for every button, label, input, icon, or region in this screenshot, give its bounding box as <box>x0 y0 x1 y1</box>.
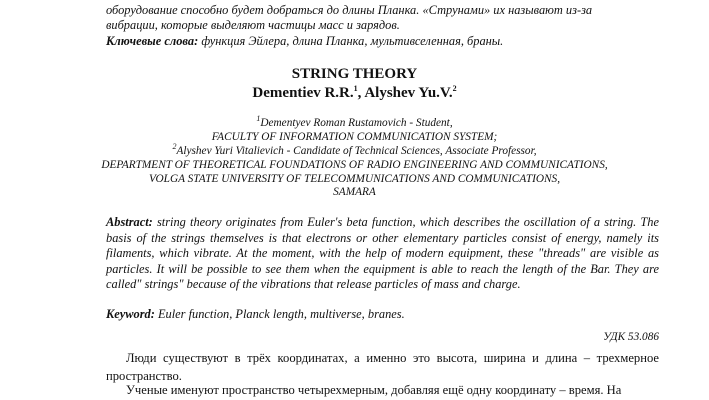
author-separator: , <box>357 85 365 101</box>
russian-abstract-line2: вибрации, которые выделяют частицы масс и зарядов. <box>106 18 400 33</box>
author-2-sup: 2 <box>452 84 457 93</box>
russian-keywords <box>106 34 503 49</box>
russian-abstract-tail <box>106 3 659 34</box>
paper-title: STRING THEORY <box>291 66 418 82</box>
russian-keywords-text: функция Эйлера, длина Планка, мультивселенная, браны. <box>198 34 504 48</box>
author-1: Dementiev R.R. <box>252 85 354 101</box>
affiliation-2-sup: 2 <box>172 142 177 152</box>
affiliation-1-text: Dementyev Roman Rustamovich - Student, <box>260 117 453 129</box>
keywords-label: Keyword: <box>106 307 155 321</box>
keywords-text: Euler function, Planck length, multiverse, branes. <box>154 307 405 321</box>
paper-authors <box>0 84 709 102</box>
abstract <box>106 215 659 293</box>
author-1-sup: 1 <box>353 84 358 93</box>
russian-keywords-label: Ключевые слова: <box>106 34 199 48</box>
affiliation-line-5: VOLGA STATE UNIVERSITY OF TELECOMMUNICATIONS AND COMMUNICATIONS, <box>148 173 561 185</box>
affiliation-line-2: FACULTY OF INFORMATION COMMUNICATION SYSTEM; <box>211 131 498 143</box>
udk-code: УДК 53.086 <box>603 331 659 343</box>
affiliation-line-6: SAMARA <box>333 186 376 198</box>
abstract-text: string theory originates from Euler's beta function, which describes the oscillation of a string. The basis of the strings themselves is that electrons or other elementary particles consist of energy, namely its filaments, which vibrate. At the moment, with the help of modern equipment, these "threads" are visible as particles. It will be possible to see them when the equipment is able to reach the length of the Bar. They are called" strings" because of the vibrations that release particles of mass and charge. <box>106 215 659 292</box>
affiliation-2-text: Alyshev Yuri Vitalievich - Candidate of Technical Sciences, Associate Professor, <box>176 145 537 157</box>
abstract-label: Abstract: <box>106 215 153 229</box>
author-2: Alyshev Yu.V. <box>364 85 453 101</box>
affiliation-line-3 <box>0 142 709 158</box>
body-paragraph-1: Люди существуют в трёх координатах, а именно это высота, ширина и длина – трехмерное пространство. <box>106 351 659 383</box>
keywords <box>106 307 405 322</box>
body-paragraph-2: Ученые именуют пространство четырехмерным, добавляя ещё одну координату – время. На <box>126 383 622 397</box>
russian-abstract-line1: оборудование способно будет добраться до длины Планка. «Струнами» их называют из-за <box>106 3 593 17</box>
affiliation-line-1 <box>0 114 709 130</box>
affiliation-1-sup: 1 <box>256 114 261 124</box>
affiliation-line-4: DEPARTMENT OF THEORETICAL FOUNDATIONS OF RADIO ENGINEERING AND COMMUNICATIONS, <box>101 159 608 171</box>
